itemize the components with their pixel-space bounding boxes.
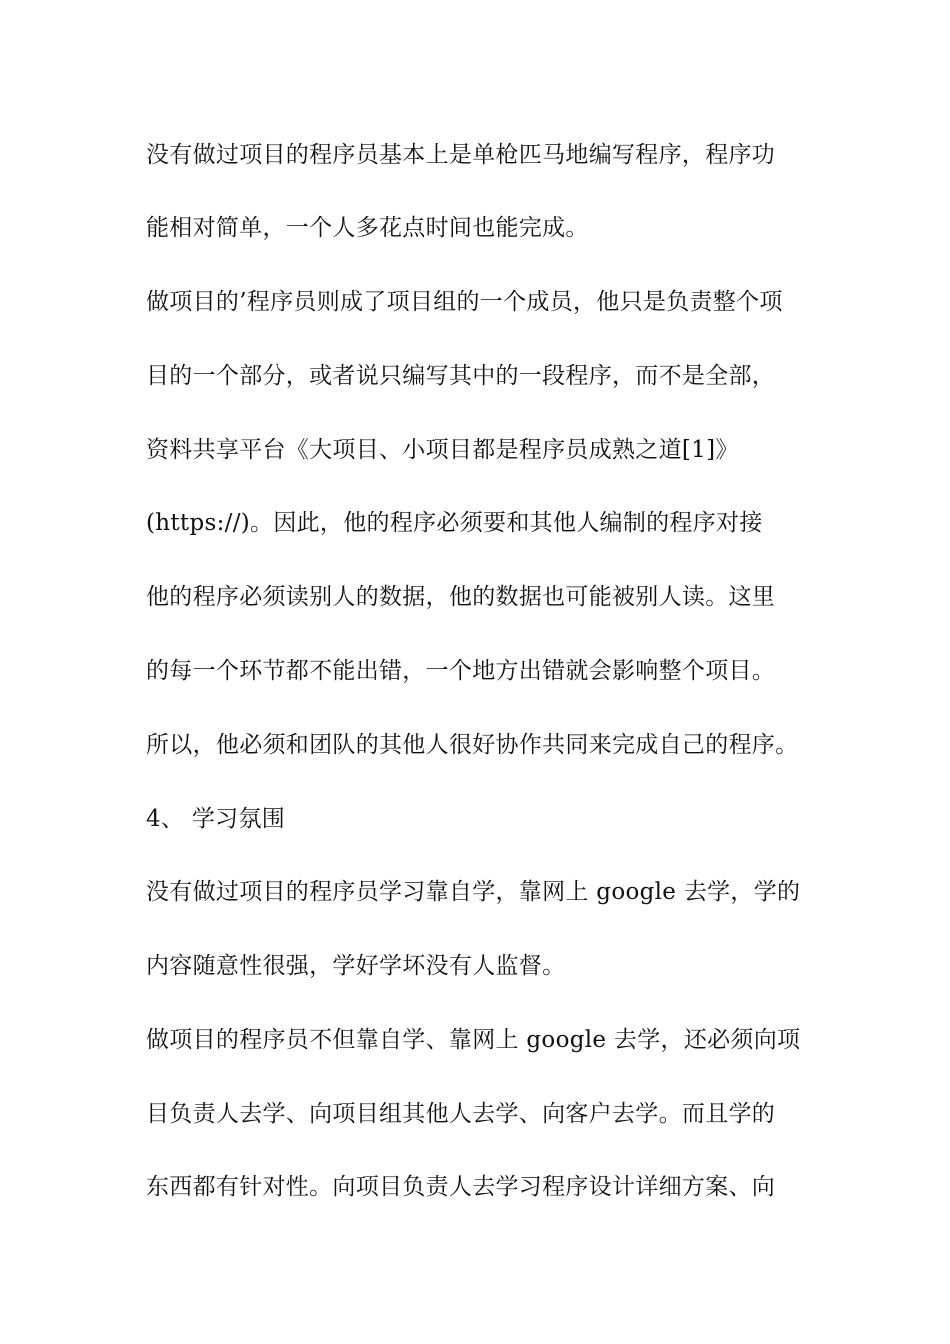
paragraph-line: (https://)。因此，他的程序必须要和其他人编制的程序对接 bbox=[146, 510, 763, 536]
paragraph-line: 所以，他必须和团队的其他人很好协作共同来完成自己的程序。 bbox=[146, 732, 799, 758]
section-heading: 4、 学习氛围 bbox=[146, 806, 286, 832]
paragraph-line: 资料共享平台《大项目、小项目都是程序员成熟之道[1]》 bbox=[146, 437, 739, 463]
paragraph-line: 没有做过项目的程序员学习靠自学，靠网上 google 去学，学的 bbox=[146, 879, 801, 905]
paragraph-line: 目的一个部分，或者说只编写其中的一段程序，而不是全部， bbox=[146, 363, 776, 389]
paragraph-line: 做项目的’程序员则成了项目组的一个成员，他只是负责整个项 bbox=[146, 289, 783, 315]
paragraph-line: 能相对简单，一个人多花点时间也能完成。 bbox=[146, 215, 589, 241]
paragraph-line: 没有做过项目的程序员基本上是单枪匹马地编写程序，程序功 bbox=[146, 142, 776, 168]
paragraph-line: 目负责人去学、向项目组其他人去学、向客户去学。而且学的 bbox=[146, 1101, 776, 1127]
paragraph-line: 他的程序必须读别人的数据，他的数据也可能被别人读。这里 bbox=[146, 584, 776, 610]
paragraph-line: 做项目的程序员不但靠自学、靠网上 google 去学，还必须向项 bbox=[146, 1027, 801, 1053]
paragraph-line: 东西都有针对性。向项目负责人去学习程序设计详细方案、向 bbox=[146, 1174, 776, 1200]
paragraph-line: 内容随意性很强，学好学坏没有人监督。 bbox=[146, 953, 566, 979]
paragraph-line: 的每一个环节都不能出错，一个地方出错就会影响整个项目。 bbox=[146, 658, 776, 684]
